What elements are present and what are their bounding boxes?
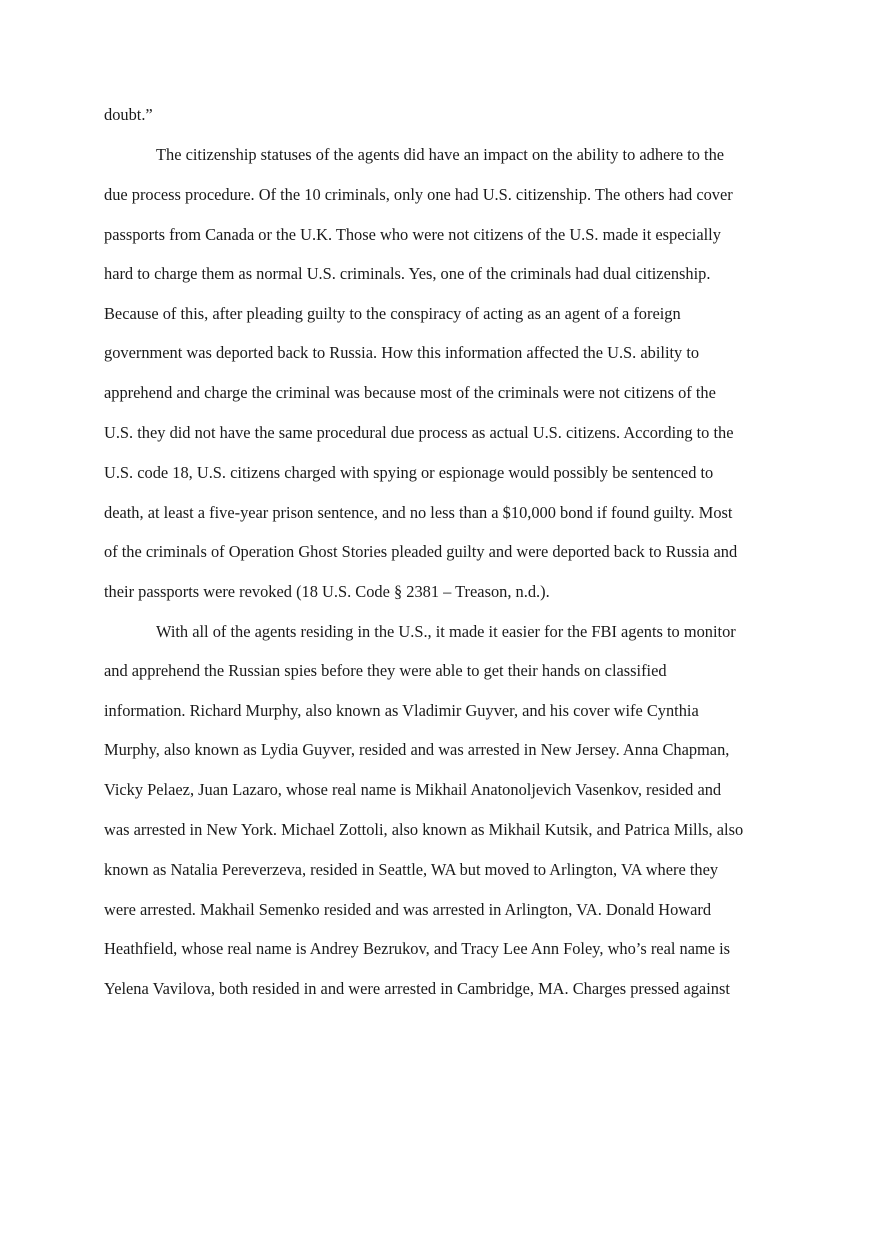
text-line: U.S. code 18, U.S. citizens charged with spying or espionage would possibly be sentenced to: [104, 463, 714, 482]
text-line: U.S. they did not have the same procedural due process as actual U.S. citizens. According to the: [104, 423, 734, 442]
text-line: was arrested in New York. Michael Zottoli, also known as Mikhail Kutsik, and Patrica Mills, also: [104, 820, 744, 839]
text-line: due process procedure. Of the 10 criminals, only one had U.S. citizenship. The others had cover: [104, 185, 733, 204]
text-line: were arrested. Makhail Semenko resided and was arrested in Arlington, VA. Donald Howard: [104, 900, 712, 919]
paragraph-first-line: The citizenship statuses of the agents did have an impact on the ability to adhere to the: [156, 145, 725, 164]
text-line: information. Richard Murphy, also known as Vladimir Guyver, and his cover wife Cynthia: [104, 701, 699, 720]
text-line: hard to charge them as normal U.S. criminals. Yes, one of the criminals had dual citizenship.: [104, 264, 711, 283]
text-line: Yelena Vavilova, both resided in and were arrested in Cambridge, MA. Charges pressed against: [104, 979, 730, 998]
text-line: and apprehend the Russian spies before they were able to get their hands on classified: [104, 661, 667, 680]
text-line: of the criminals of Operation Ghost Stories pleaded guilty and were deported back to Russia and: [104, 542, 738, 561]
text-line: known as Natalia Pereverzeva, resided in Seattle, WA but moved to Arlington, VA where they: [104, 860, 719, 879]
text-line: Murphy, also known as Lydia Guyver, resided and was arrested in New Jersey. Anna Chapman,: [104, 740, 730, 759]
text-line: Because of this, after pleading guilty to the conspiracy of acting as an agent of a foreign: [104, 304, 681, 323]
text-line: government was deported back to Russia. How this information affected the U.S. ability to: [104, 343, 700, 362]
text-line: doubt.”: [104, 105, 153, 124]
text-line: their passports were revoked (18 U.S. Code § 2381 – Treason, n.d.).: [104, 582, 550, 601]
text-line: apprehend and charge the criminal was because most of the criminals were not citizens of the: [104, 383, 716, 402]
text-line: Heathfield, whose real name is Andrey Bezrukov, and Tracy Lee Ann Foley, who’s real name is: [104, 939, 731, 958]
text-line: death, at least a five-year prison sentence, and no less than a $10,000 bond if found guilty. Most: [104, 503, 733, 522]
paragraph-first-line: With all of the agents residing in the U.S., it made it easier for the FBI agents to monitor: [156, 622, 736, 641]
text-line: Vicky Pelaez, Juan Lazaro, whose real name is Mikhail Anatonoljevich Vasenkov, resided and: [104, 780, 722, 799]
text-line: passports from Canada or the U.K. Those who were not citizens of the U.S. made it especially: [104, 225, 721, 244]
